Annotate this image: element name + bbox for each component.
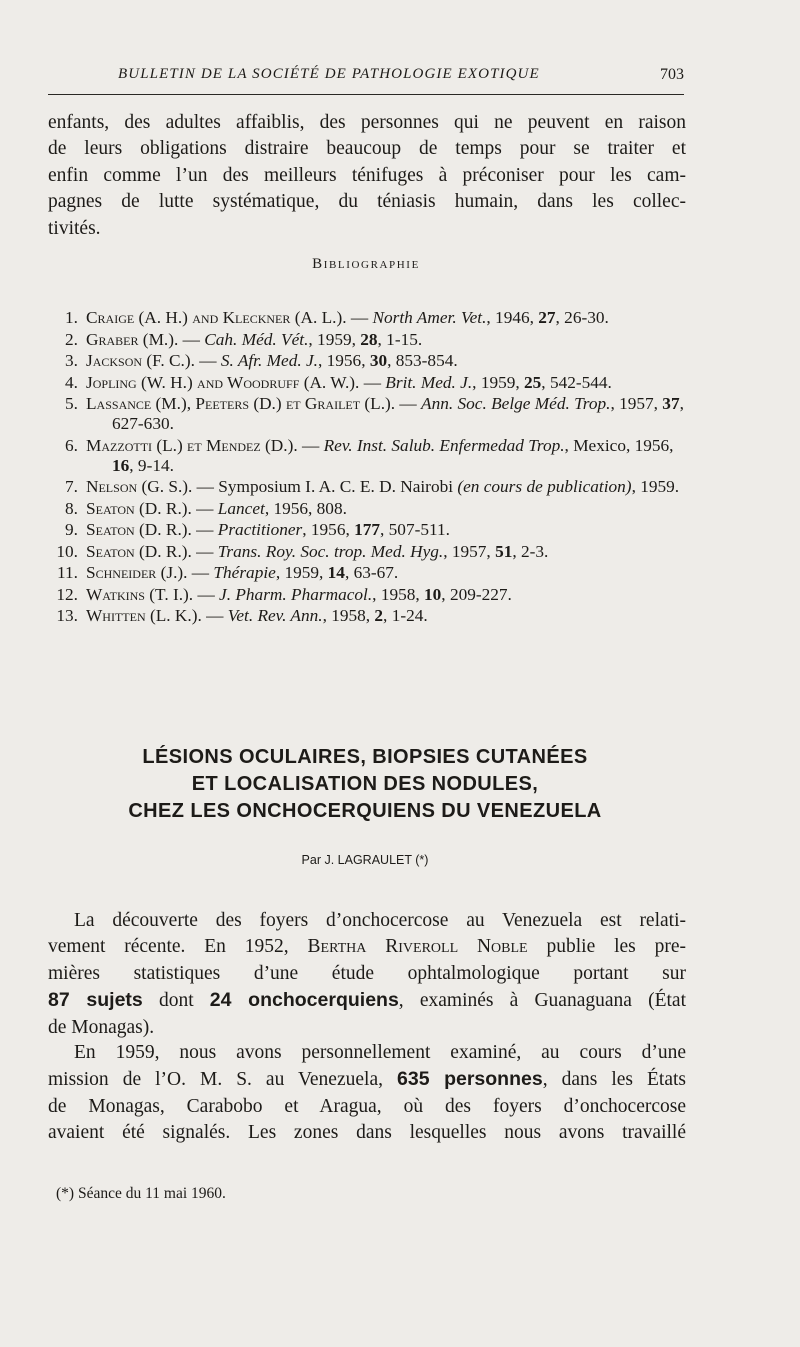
entry-volume: 51 [495, 541, 513, 561]
entry-volume: 10 [424, 584, 442, 604]
entry-volume: 2 [374, 606, 384, 625]
entry-number: 5. [65, 394, 78, 413]
entry-volume: 37 [662, 394, 680, 413]
running-head [48, 62, 684, 95]
entry-details: , Mexico, 1956, [564, 435, 674, 455]
entry-pages: , 1-24. [383, 606, 428, 625]
entry-details: , 1956, [317, 351, 370, 370]
entry-number: 9. [65, 520, 78, 539]
entry-number: 12. [56, 584, 78, 604]
bibliography-entry [48, 477, 698, 497]
text-line [48, 987, 686, 1014]
entry-separator: — [395, 394, 422, 413]
article-paragraph-1 [48, 908, 686, 1041]
text-line: de Monagas). [48, 1016, 155, 1038]
entry-source: Ann. Soc. Belge Méd. Trop. [421, 394, 611, 413]
entry-number: 6. [65, 435, 78, 455]
entry-details: , 1959, [275, 563, 328, 582]
text-line: enfin comme l’un des meilleurs ténifuges à préconiser pour les cam- [48, 164, 686, 186]
entry-source: J. Pharm. Pharmacol. [219, 584, 373, 604]
entry-pages: , 209-227. [441, 584, 512, 604]
entry-authors: Mazzotti (L.) et Mendez (D.). [86, 435, 298, 455]
entry-details: Symposium I. A. C. E. D. Nairobi [218, 477, 458, 496]
bibliography-entry [48, 542, 698, 562]
entry-pages: , 853-854. [387, 351, 458, 370]
entry-pages: , 2-3. [512, 541, 549, 561]
entry-source: Practitioner [217, 520, 303, 539]
entry-source: North Amer. Vet. [372, 308, 487, 327]
entry-text [86, 520, 698, 540]
entry-source: Thérapie [213, 563, 276, 582]
entry-authors: Jackson (F. C.). [86, 351, 195, 370]
entry-details: , 1957, [443, 541, 496, 561]
bibliography-heading: Bibliographie [312, 256, 420, 272]
bibliography-entry [48, 520, 698, 540]
entry-authors: Seaton (D. R.). [86, 498, 192, 518]
entry-volume: 16 [112, 455, 130, 475]
entry-details: , 1958, [322, 606, 375, 625]
text-run: , examinés à Guanaguana (État [398, 990, 686, 1012]
emphasis: 87 sujets [48, 989, 143, 1012]
entry-separator: — [194, 351, 221, 370]
entry-separator: — [187, 563, 214, 582]
article-title [40, 744, 690, 825]
emphasis: 24 onchocerquiens [209, 989, 399, 1012]
text-run: dont [158, 990, 194, 1012]
entry-number: 3. [65, 351, 78, 370]
entry-text [86, 542, 698, 562]
text-line: mières statistiques d’une étude ophtalmologique portant sur [48, 962, 686, 984]
title-line: LÉSIONS OCULAIRES, BIOPSIES CUTANÉES [142, 746, 588, 768]
entry-separator: — [191, 498, 218, 518]
entry-number: 13. [56, 606, 78, 625]
entry-separator: — [359, 372, 386, 392]
entry-pages: , 63-67. [344, 563, 399, 582]
entry-number: 2. [65, 329, 78, 349]
author-name: Bertha Riveroll Noble [307, 936, 528, 958]
entry-number: 8. [65, 498, 78, 518]
title-line: CHEZ LES ONCHOCERQUIENS DU VENEZUELA [128, 800, 602, 822]
entry-authors: Seaton (D. R.). [86, 520, 192, 539]
entry-text [86, 477, 698, 497]
entry-separator: — [193, 584, 220, 604]
entry-volume: 14 [327, 563, 345, 582]
text-line: tivités. [48, 217, 101, 239]
entry-text [86, 563, 698, 583]
bibliography-entry [48, 394, 698, 434]
entry-volume: 177 [354, 520, 381, 539]
text-line: de leurs obligations distraire beaucoup de temps pour se traiter et [48, 138, 686, 160]
entry-pages: , 1959. [631, 477, 680, 496]
entry-details: , 1956, 808. [264, 498, 347, 518]
text-run: , dans les États [542, 1069, 686, 1091]
entry-text [86, 351, 698, 371]
entry-number: 10. [56, 541, 78, 561]
entry-source: S. Afr. Med. J. [220, 351, 318, 370]
entry-separator: — [191, 541, 218, 561]
running-title: BULLETIN DE LA SOCIÉTÉ DE PATHOLOGIE EXOTIQUE [118, 66, 540, 82]
entry-authors: Watkins (T. I.). [86, 584, 194, 604]
entry-separator: — [192, 477, 219, 496]
bibliography-entry [48, 373, 698, 393]
article-paragraph-2 [48, 1040, 686, 1147]
text-line [48, 934, 686, 960]
entry-separator: — [297, 435, 324, 455]
text-line: avaient été signalés. Les zones dans lesquelles nous avons travaillé [48, 1122, 686, 1144]
entry-volume: 25 [524, 372, 542, 392]
entry-authors: Craige (A. H.) and Kleckner (A. L.). [86, 308, 347, 327]
entry-source: Rev. Inst. Salub. Enfermedad Trop. [323, 435, 565, 455]
entry-number: 4. [65, 372, 78, 392]
entry-text [86, 436, 698, 476]
text-line [48, 1066, 686, 1093]
entry-text [86, 499, 698, 519]
entry-pages: , 9-14. [129, 455, 174, 475]
entry-source: Brit. Med. J. [385, 372, 473, 392]
entry-pages: , 1-15. [377, 329, 423, 349]
entry-authors: Schneider (J.). [86, 563, 188, 582]
entry-pages: , 26-30. [555, 308, 609, 327]
entry-source: Vet. Rev. Ann. [227, 606, 323, 625]
entry-authors: Jopling (W. H.) and Woodruff (A. W.). [86, 372, 360, 392]
text-run: mission de l’O. M. S. au Venezuela, [48, 1069, 383, 1091]
title-line: ET LOCALISATION DES NODULES, [191, 773, 539, 795]
text-line: En 1959, nous avons personnellement examiné, au cours d’une [74, 1042, 686, 1063]
bibliography-entry [48, 563, 698, 583]
entry-details: , 1957, [610, 394, 663, 413]
entry-separator: — [191, 520, 218, 539]
entry-details: , 1956, [302, 520, 355, 539]
footnote: (*) Séance du 11 mai 1960. [56, 1185, 226, 1202]
entry-separator: — [201, 606, 228, 625]
bibliography-entry [48, 499, 698, 519]
entry-number: 11. [57, 563, 78, 582]
text-line: enfants, des adultes affaiblis, des personnes qui ne peuvent en raison [48, 112, 686, 133]
entry-authors: Whitten (L. K.). [86, 606, 202, 625]
entry-text [86, 330, 698, 350]
bibliography-list [48, 308, 698, 628]
entry-separator: — [346, 308, 373, 327]
text-line: pagnes de lutte systématique, du téniasis humain, dans les collec- [48, 191, 686, 213]
text-line: de Monagas, Carabobo et Aragua, où des foyers d’onchocercose [48, 1095, 686, 1117]
bibliography-entry [48, 436, 698, 476]
byline: Par J. LAGRAULET (*) [301, 853, 429, 867]
entry-text [86, 394, 698, 434]
entry-details: , 1946, [486, 308, 539, 327]
entry-number: 7. [65, 477, 78, 496]
entry-authors: Nelson (G. S.). [86, 477, 193, 496]
entry-text [86, 606, 698, 626]
entry-pages: , 542-544. [541, 372, 612, 392]
entry-source: Cah. Méd. Vét. [204, 329, 309, 349]
entry-details: , 1959, [472, 372, 525, 392]
text-run: vement récente. En 1952, [48, 936, 289, 958]
intro-paragraph [48, 110, 686, 242]
entry-details: , 1959, [308, 329, 361, 349]
bibliography-entry [48, 606, 698, 626]
entry-volume: 30 [369, 351, 388, 370]
text-line: La découverte des foyers d’onchocercose au Venezuela est relati- [74, 910, 686, 931]
entry-number: 1. [65, 308, 78, 327]
emphasis: 635 personnes [397, 1068, 543, 1091]
text-run: publie les pre- [546, 936, 687, 958]
entry-authors: Graber (M.). [86, 329, 179, 349]
entry-details: , 1958, [372, 584, 425, 604]
entry-text [86, 373, 698, 393]
entry-pages: , 627-630. [112, 394, 684, 433]
entry-volume: 28 [360, 329, 378, 349]
bibliography-entry [48, 308, 698, 328]
entry-separator: — [178, 329, 205, 349]
entry-note: (en cours de publication) [457, 477, 632, 496]
entry-authors: Lassance (M.), Peeters (D.) et Grailet (L.). [86, 394, 396, 413]
entry-source: Trans. Roy. Soc. trop. Med. Hyg. [217, 541, 444, 561]
entry-text [86, 308, 698, 328]
bibliography-entry [48, 330, 698, 350]
entry-pages: , 507-511. [380, 520, 450, 539]
entry-volume: 27 [538, 308, 556, 327]
bibliography-entry [48, 351, 698, 371]
page-number: 703 [660, 66, 684, 83]
entry-source: Lancet [217, 498, 265, 518]
entry-authors: Seaton (D. R.). [86, 541, 192, 561]
bibliography-entry [48, 585, 698, 605]
entry-text [86, 585, 698, 605]
